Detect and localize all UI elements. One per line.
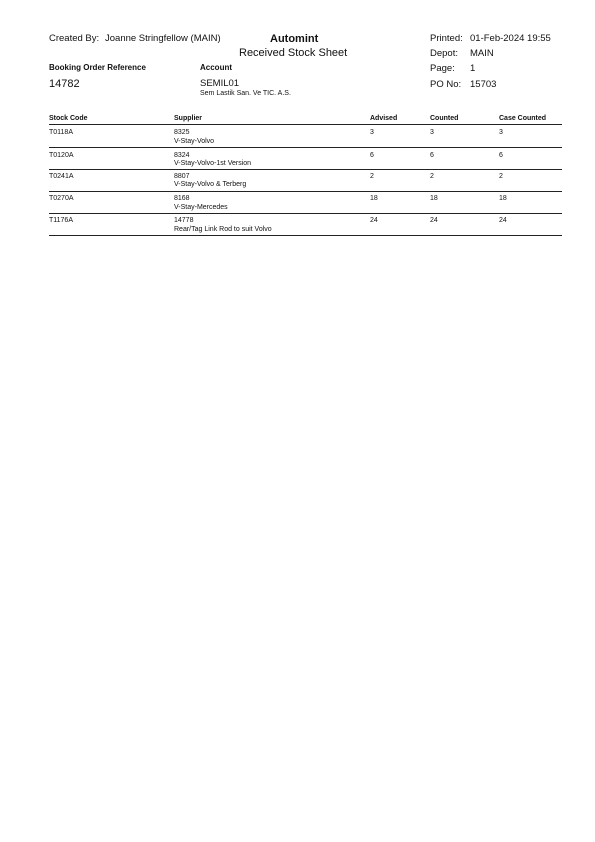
row-divider <box>49 169 562 170</box>
stock-code: T1176A <box>49 217 73 224</box>
company-name: Automint <box>270 33 319 45</box>
supplier-desc: Rear/Tag Link Rod to suit Volvo <box>174 226 272 233</box>
col-advised: Advised <box>370 115 398 122</box>
supplier-code: 8807 <box>174 173 190 180</box>
col-supplier: Supplier <box>174 115 203 122</box>
report-title: Received Stock Sheet <box>239 47 348 59</box>
stock-code: T0270A <box>49 195 74 202</box>
account-name: Sem Lastik San. Ve TIC. A.S. <box>200 90 291 97</box>
supplier-desc: V-Stay-Volvo <box>174 138 215 145</box>
depot-label: Depot: <box>430 48 458 59</box>
case-counted: 24 <box>499 217 507 224</box>
po-value: 15703 <box>470 79 497 90</box>
advised: 2 <box>370 173 374 180</box>
case-counted: 2 <box>499 173 503 180</box>
col-counted: Counted <box>430 115 459 122</box>
counted: 3 <box>430 129 434 136</box>
booking-ref-value: 14782 <box>49 78 80 90</box>
account-label: Account <box>200 63 232 72</box>
stock-code: T0118A <box>49 129 73 136</box>
case-counted: 3 <box>499 129 503 136</box>
supplier-code: 14778 <box>174 217 194 224</box>
supplier-desc: V-Stay-Volvo & Terberg <box>174 181 247 188</box>
header-divider <box>49 124 562 125</box>
counted: 18 <box>430 195 438 202</box>
advised: 18 <box>370 195 378 202</box>
advised: 24 <box>370 217 378 224</box>
account-code: SEMIL01 <box>200 78 240 89</box>
counted: 6 <box>430 152 434 159</box>
created-by-label: Created By: <box>49 33 100 44</box>
created-by-value: Joanne Stringfellow (MAIN) <box>105 33 221 44</box>
supplier-code: 8325 <box>174 129 190 136</box>
row-divider <box>49 147 562 148</box>
supplier-desc: V-Stay-Mercedes <box>174 204 228 211</box>
supplier-code: 8168 <box>174 195 190 202</box>
row-divider <box>49 213 562 214</box>
booking-ref-label: Booking Order Reference <box>49 63 146 72</box>
col-stock-code: Stock Code <box>49 115 88 122</box>
printed-value: 01-Feb-2024 19:55 <box>470 33 551 44</box>
case-counted: 18 <box>499 195 507 202</box>
po-label: PO No: <box>430 79 462 90</box>
supplier-code: 8324 <box>174 152 190 159</box>
counted: 2 <box>430 173 434 180</box>
case-counted: 6 <box>499 152 503 159</box>
supplier-desc: V-Stay-Volvo-1st Version <box>174 160 252 167</box>
stock-code: T0120A <box>49 152 74 159</box>
printed-label: Printed: <box>430 33 463 44</box>
advised: 6 <box>370 152 374 159</box>
row-divider <box>49 235 562 236</box>
depot-value: MAIN <box>470 48 494 59</box>
counted: 24 <box>430 217 438 224</box>
row-divider <box>49 191 562 192</box>
page-value: 1 <box>470 63 476 74</box>
stock-code: T0241A <box>49 173 74 180</box>
advised: 3 <box>370 129 374 136</box>
page-label: Page: <box>430 63 455 74</box>
col-case-counted: Case Counted <box>499 115 547 122</box>
